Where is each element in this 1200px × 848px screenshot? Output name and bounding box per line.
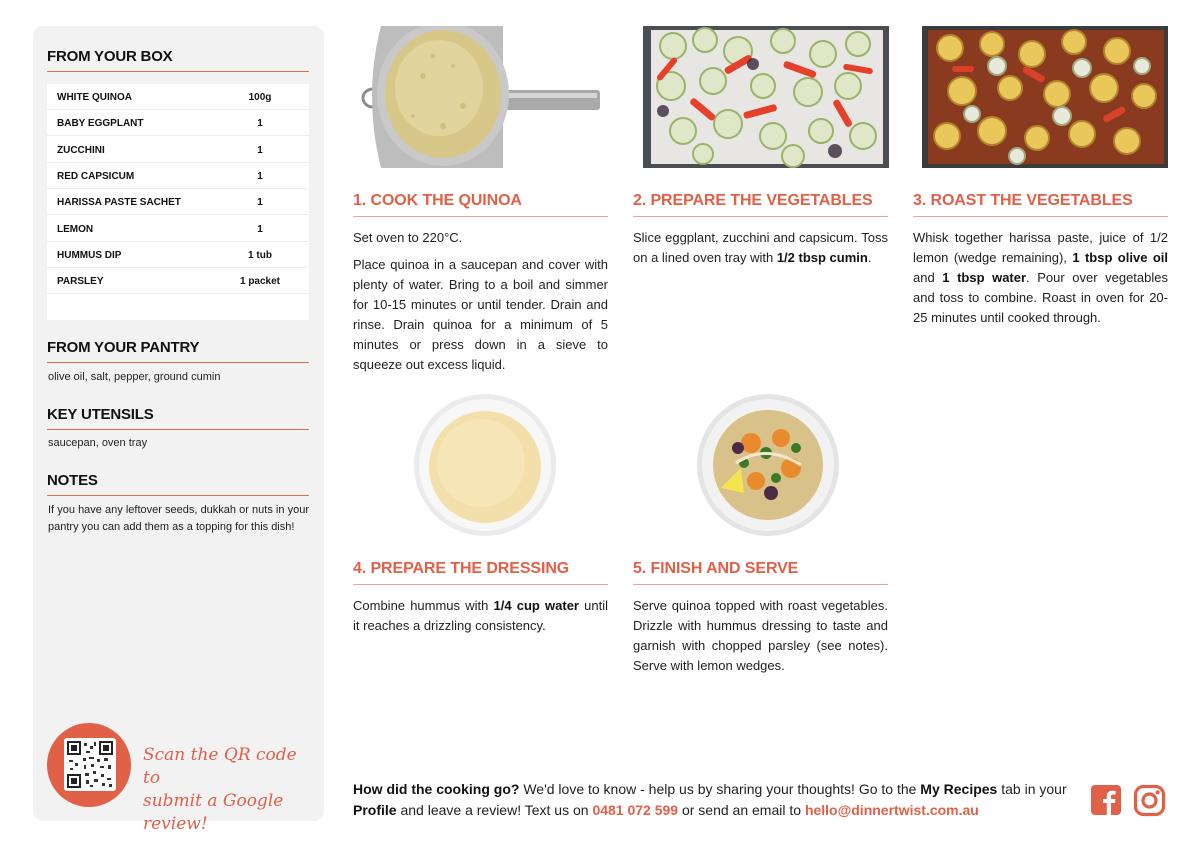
notes-title: NOTES — [47, 472, 98, 489]
step-5-title: 5. FINISH AND SERVE — [633, 560, 799, 577]
footer-text: or send an email to — [678, 802, 805, 818]
step-emphasis: 1 tbsp water — [942, 270, 1027, 285]
qr-caption-line: Scan the QR code to — [143, 745, 297, 788]
step-paragraph — [353, 255, 608, 375]
step-3-body — [913, 228, 1168, 335]
divider — [47, 71, 309, 72]
step-paragraph — [353, 228, 608, 248]
divider — [913, 216, 1168, 217]
step-text: Slice eggplant, zucchini and capsicum. Toss on a lined oven tray with — [633, 230, 888, 265]
step-text: Combine hummus with — [353, 598, 494, 613]
ingredient-row — [47, 137, 309, 163]
footer-text: and leave a review! Text us on — [396, 802, 593, 818]
ingredients-table — [47, 84, 309, 320]
step-2-title: 2. PREPARE THE VEGETABLES — [633, 192, 873, 209]
profile-link[interactable]: Profile — [353, 802, 397, 818]
divider — [633, 216, 888, 217]
step-text: Place quinoa in a saucepan and cover with plenty of water. Bring to a boil and simmer for 10-15 minutes or until tender. Drain and rinse. Drain quinoa for a minimum of 5 minutes or press down in a sieve to squeeze out excess liquid. — [353, 257, 608, 372]
step-4-body — [353, 596, 608, 643]
ingredient-row — [47, 163, 309, 189]
ingredient-name: HARISSA PASTE SACHET — [57, 197, 181, 209]
quinoa-photo — [353, 26, 608, 168]
ingredient-row — [47, 189, 309, 215]
qr-code[interactable] — [64, 738, 116, 791]
pantry-title: FROM YOUR PANTRY — [47, 339, 200, 356]
step-1-title: 1. COOK THE QUINOA — [353, 192, 522, 209]
ingredient-name: LEMON — [57, 223, 94, 235]
ingredient-name: ZUCCHINI — [57, 144, 105, 156]
divider — [633, 584, 888, 585]
step-text: until it reaches a drizzling consistency. — [353, 598, 608, 633]
ingredient-qty: 1 — [257, 223, 263, 235]
step-emphasis: 1 tbsp olive oil — [1072, 250, 1169, 265]
qr-caption-line: submit a Google review! — [143, 791, 284, 834]
finished-dish-photo — [696, 393, 840, 537]
step-paragraph — [353, 596, 608, 636]
instagram-icon[interactable] — [1133, 784, 1167, 818]
divider — [47, 429, 309, 430]
divider — [47, 495, 309, 496]
divider — [353, 216, 608, 217]
step-text: . Pour over vegetables and toss to combine. Roast in oven for 20-25 minutes until cooked through. — [913, 270, 1168, 325]
ingredient-qty: 1 packet — [239, 276, 281, 288]
ingredient-name: PARSLEY — [57, 276, 104, 288]
ingredient-row — [47, 216, 309, 242]
step-3-title: 3. ROAST THE VEGETABLES — [913, 192, 1133, 209]
phone-link[interactable]: 0481 072 599 — [592, 802, 679, 818]
from-box-title: FROM YOUR BOX — [47, 48, 173, 65]
review-footer — [353, 779, 1073, 821]
divider — [353, 584, 608, 585]
step-paragraph — [913, 228, 1168, 328]
step-4-title: 4. PREPARE THE DRESSING — [353, 560, 570, 577]
ingredient-row — [47, 110, 309, 136]
ingredient-qty: 1 tub — [248, 249, 272, 261]
facebook-icon[interactable] — [1090, 784, 1124, 818]
email-link[interactable]: hello@dinnertwist.com.au — [804, 802, 979, 818]
ingredient-qty: 1 — [257, 118, 263, 130]
step-emphasis: 1/4 cup water — [493, 598, 579, 613]
qr-caption — [143, 744, 313, 836]
roasted-vegetables-photo — [922, 26, 1168, 168]
ingredient-qty: 1 — [257, 197, 263, 209]
utensils-title: KEY UTENSILS — [47, 406, 154, 423]
step-5-body — [633, 596, 888, 683]
my-recipes-link[interactable]: My Recipes — [920, 781, 998, 797]
ingredient-name: HUMMUS DIP — [57, 249, 122, 261]
pantry-text: olive oil, salt, pepper, ground cumin — [48, 371, 221, 383]
step-text: Set oven to 220°C. — [353, 230, 463, 245]
step-text: and — [913, 270, 943, 285]
ingredient-name: BABY EGGPLANT — [57, 118, 144, 130]
dressing-photo — [413, 393, 557, 537]
step-1-body — [353, 228, 608, 382]
divider — [47, 362, 309, 363]
ingredient-name: RED CAPSICUM — [57, 170, 135, 182]
utensils-text: saucepan, oven tray — [48, 437, 148, 449]
ingredient-row — [47, 242, 309, 268]
footer-question: How did the cooking go? — [353, 781, 520, 797]
ingredients-sidebar — [33, 26, 324, 834]
ingredient-row — [47, 84, 309, 110]
step-text: Whisk together harissa paste, juice of 1/2 lemon (wedge remaining), — [913, 230, 1168, 265]
step-2-body — [633, 228, 888, 275]
step-emphasis: 1/2 tbsp cumin — [776, 250, 868, 265]
ingredient-name: WHITE QUINOA — [57, 92, 132, 103]
step-text: Serve quinoa topped with roast vegetables. Drizzle with hummus dressing to taste and garnish with chopped parsley (see notes). Serve with lemon wedges. — [633, 598, 888, 673]
footer-text: We'd love to know - help us by sharing your thoughts! Go to the — [519, 781, 921, 797]
qr-badge — [47, 723, 131, 807]
ingredient-qty: 1 — [257, 144, 263, 156]
raw-vegetables-photo — [643, 26, 889, 168]
ingredient-qty: 1 — [257, 170, 263, 182]
step-paragraph — [633, 596, 888, 676]
ingredient-qty: 100g — [248, 92, 272, 103]
footer-text: tab in your — [997, 781, 1067, 797]
step-paragraph — [633, 228, 888, 268]
ingredient-row — [47, 268, 309, 294]
notes-text: If you have any leftover seeds, dukkah or nuts in your pantry you can add them as a topping for this dish! — [48, 504, 309, 533]
step-text: . — [867, 250, 872, 265]
